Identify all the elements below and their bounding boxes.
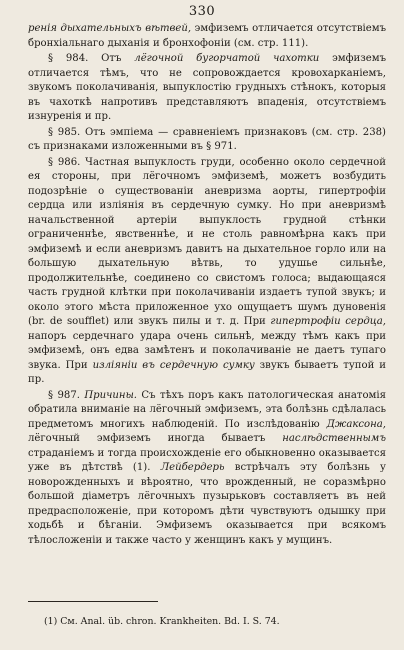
body-text — [28, 22, 386, 548]
text-run: § 984. От — [48, 53, 116, 64]
text-run: § 987. — [48, 389, 85, 401]
emphasis-text: Причины. — [84, 389, 137, 401]
text-run: § 986. Частная выпуклость груди, особенно около сердечной ея стороны, при лёгочномъ эмфиземѣ, можетъ возбудить подозрѣніе о существованіи аневризма аорты, гипертрофіи сердца или изліянія въ сердечную сумку. Но при аневризмѣ начальственной артеріи выпуклость грудной стѣнки ограниченнѣе, явственнѣе, и не столь равномѣрна какъ при эмфиземѣ и если аневризмъ давитъ на дыхательное горло или на большую дыхательную вѣтвь, то удушье сильнѣе, продолжительнѣе, соединено со свистомъ голоса; выдающаяся часть грудной клѣтки при поколачиваніи издаетъ тупой звукъ; и около этого мѣста приложенное ухо ощущаетъ шумъ дуновенія (br. de soufflet) или звукъ пилы и т. д. При — [28, 156, 386, 327]
paragraph-p-986 — [28, 156, 386, 388]
paragraph-p-984 — [28, 52, 386, 125]
footnote: (1) См. Anal. üb. chron. Krankheiten. Bd. I. S. 74. — [44, 616, 280, 627]
text-run: ъ — [115, 53, 135, 64]
footnote-separator — [28, 601, 158, 602]
text-run: страданіемъ и тогда происхожденіе его обыкновенно оказывается уже въ дѣтствѣ (1). — [28, 447, 386, 473]
text-run: встрѣчалъ эту болѣзнь у новорожденныхъ и вѣроятно, что врожденный, не соразмѣрно большой діаметръ лёгочныхъ пузырьковъ составляетъ въ ней предрасположеніе, при которомъ дѣти чувствуютъ одышку при ходьбѣ и бѣганіи. Эмфиземъ оказывается при всякомъ тѣлосложеніи и также часто у женщинъ какъ у мущинъ. — [28, 462, 386, 546]
paragraph-p-continuation — [28, 22, 386, 51]
page-number: 330 — [188, 4, 216, 19]
text-run: эмфиземъ отличается отсутствіемъ бронхіальнаго дыханія и бронхофоніи (см. стр. 111). — [28, 23, 386, 49]
text-run: лёгочный эмфиземъ иногда бываетъ — [28, 433, 283, 444]
emphasis-text: Джаксона, — [326, 418, 386, 430]
text-run: Съ тѣхъ поръ какъ патологическая анатомія обратила вниманіе на лёгочный эмфиземъ, эта болѣзнь сдѣлалась предметомъ многихъ наблюденій. По изслѣдованію — [28, 389, 386, 430]
emphasis-text: ренія дыхательныхъ вѣтвей, — [28, 23, 192, 34]
text-run: § 985. Отъ эмпіема — сравненіемъ признаковъ (см. стр. 238) съ признаками изложенными въ § 971. — [28, 126, 386, 152]
paragraph-p-985 — [28, 126, 386, 155]
emphasis-text: лёгочной бугорчатой чахотки — [134, 53, 320, 64]
text-run: эмфиземъ отличается тѣмъ, что не сопровождается кровохарканіемъ, звукомъ поколачиванія, выпуклостію грудныхъ стѣнокъ, которыя въ чахоткѣ напротивъ представляютъ впаденія, отсутствіемъ изнуренія и пр. — [28, 53, 386, 122]
emphasis-text: изліяніи въ сердечную сумку — [92, 359, 255, 371]
emphasis-text: гипертрофіи сердца, — [270, 316, 386, 327]
text-run: звукъ бываетъ тупой и пр. — [28, 359, 386, 385]
emphasis-text: Лейбердерь — [160, 462, 225, 473]
paragraph-p-987 — [28, 389, 386, 549]
text-run: напоръ сердечнаго удара очень сильнѣ, между тѣмъ какъ при эмфиземѣ, онъ едва замѣтенъ и поколачиваніе не даетъ тупаго звука. При — [28, 330, 386, 371]
emphasis-text: наслѣдственнымъ — [282, 433, 386, 444]
